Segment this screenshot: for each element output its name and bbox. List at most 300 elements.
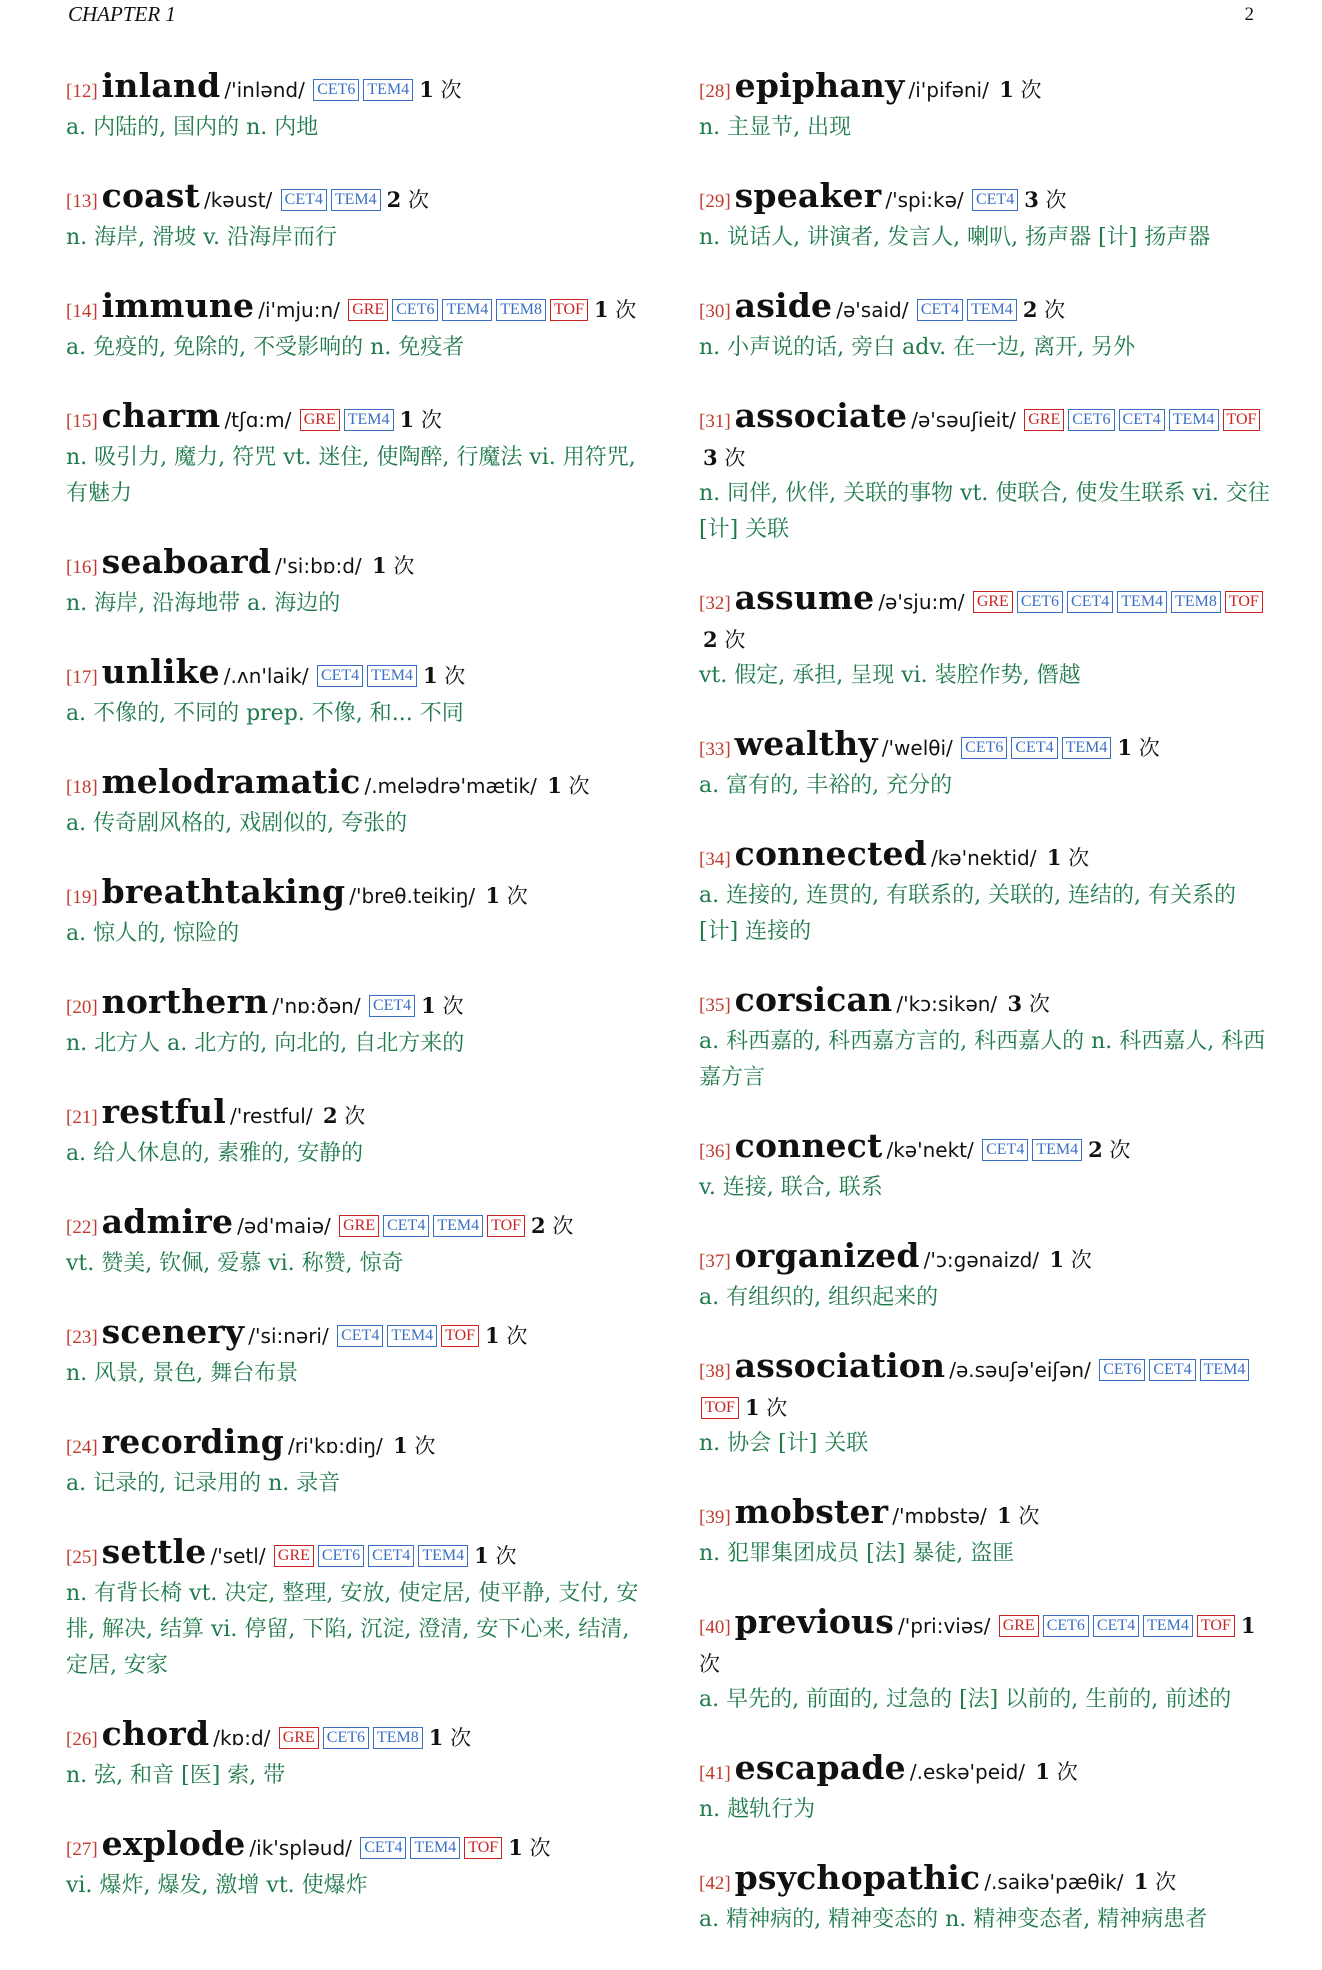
entry-index: [15] bbox=[66, 411, 98, 432]
entry-phonetic: /'ɔ:gənaizd/ bbox=[923, 1248, 1040, 1272]
entry-definition: n. 主显节, 出现 bbox=[699, 115, 852, 140]
entry-word: associate bbox=[734, 396, 908, 435]
entry-headline bbox=[66, 874, 641, 916]
frequency-unit: 次 bbox=[1109, 1138, 1131, 1162]
entry-word: restful bbox=[101, 1092, 226, 1131]
entry-phonetic: /ə'said/ bbox=[836, 298, 909, 322]
vocab-entry bbox=[66, 1314, 641, 1392]
frequency-unit: 次 bbox=[440, 78, 462, 102]
entry-definition: n. 有背长椅 vt. 决定, 整理, 安放, 使定居, 使平静, 支付, 安排, 解决, 结算 vi. 停留, 下陷, 沉淀, 澄清, 安下心来, 结清, 定居, 安家 bbox=[66, 1581, 639, 1678]
entry-phonetic: /.ʌn'laik/ bbox=[223, 664, 309, 688]
exam-tag: TEM4 bbox=[1032, 1139, 1082, 1161]
exam-tag: TOF bbox=[1223, 409, 1261, 431]
entry-index: [35] bbox=[699, 995, 731, 1016]
frequency-count bbox=[474, 1544, 516, 1568]
entry-index: [33] bbox=[699, 739, 731, 760]
entry-word: unlike bbox=[101, 652, 220, 691]
entry-headline bbox=[699, 178, 1274, 220]
entry-headline bbox=[699, 398, 1274, 476]
entry-word: epiphany bbox=[734, 66, 905, 105]
entry-word: wealthy bbox=[734, 724, 878, 763]
exam-tag: CET4 bbox=[917, 299, 963, 321]
entry-index: [32] bbox=[699, 593, 731, 614]
exam-tag: CET4 bbox=[369, 995, 415, 1017]
entry-phonetic: /'si:bɒ:d/ bbox=[275, 554, 362, 578]
frequency-unit: 次 bbox=[724, 446, 746, 470]
frequency-count bbox=[1134, 1870, 1176, 1894]
frequency-count bbox=[419, 78, 461, 102]
frequency-number: 1 bbox=[485, 1323, 500, 1348]
entry-phonetic: /ik'spləud/ bbox=[249, 1836, 352, 1860]
exam-tag: GRE bbox=[274, 1545, 314, 1567]
frequency-unit: 次 bbox=[1045, 188, 1067, 212]
vocab-entry bbox=[699, 1860, 1274, 1938]
frequency-unit: 次 bbox=[1138, 736, 1160, 760]
entry-definition: a. 传奇剧风格的, 戏剧似的, 夸张的 bbox=[66, 811, 408, 836]
entry-definition: a. 科西嘉的, 科西嘉方言的, 科西嘉人的 n. 科西嘉人, 科西嘉方言 bbox=[699, 1029, 1266, 1090]
frequency-number: 1 bbox=[593, 297, 609, 322]
exam-tag: CET6 bbox=[323, 1727, 369, 1749]
entry-definition: a. 内陆的, 国内的 n. 内地 bbox=[66, 115, 319, 140]
entry-definition: n. 风景, 景色, 舞台布景 bbox=[66, 1361, 299, 1386]
exam-tag: TEM4 bbox=[442, 299, 492, 321]
entry-index: [24] bbox=[66, 1437, 98, 1458]
exam-tag: TEM4 bbox=[433, 1215, 483, 1237]
frequency-count bbox=[1008, 992, 1050, 1016]
entry-index: [34] bbox=[699, 849, 731, 870]
entry-word: melodramatic bbox=[101, 762, 361, 801]
entry-headline bbox=[66, 764, 641, 806]
frequency-unit: 次 bbox=[506, 1324, 528, 1348]
vocab-entry bbox=[699, 1238, 1274, 1316]
entry-definition: a. 记录的, 记录用的 n. 录音 bbox=[66, 1471, 341, 1496]
entry-word: previous bbox=[734, 1602, 895, 1641]
entry-definition: n. 越轨行为 bbox=[699, 1797, 816, 1822]
exam-tag: CET4 bbox=[337, 1325, 383, 1347]
frequency-unit: 次 bbox=[450, 1726, 472, 1750]
exam-tag: CET4 bbox=[1093, 1615, 1139, 1637]
exam-tag: TEM4 bbox=[1143, 1615, 1193, 1637]
exam-tag: GRE bbox=[339, 1215, 379, 1237]
entry-index: [27] bbox=[66, 1839, 98, 1860]
entry-headline bbox=[699, 836, 1274, 878]
exam-tag: CET6 bbox=[1099, 1359, 1145, 1381]
entry-phonetic: /ə.səuʃə'eiʃən/ bbox=[949, 1358, 1091, 1382]
frequency-count bbox=[1049, 1248, 1091, 1272]
entry-headline bbox=[66, 68, 641, 110]
vocab-entry bbox=[66, 1094, 641, 1172]
entry-word: explode bbox=[101, 1824, 246, 1863]
entry-definition: v. 连接, 联合, 联系 bbox=[699, 1175, 883, 1200]
exam-tag: CET6 bbox=[1068, 409, 1114, 431]
entry-headline bbox=[66, 1534, 641, 1576]
vocab-entry bbox=[66, 764, 641, 842]
frequency-count bbox=[323, 1104, 365, 1128]
exam-tag: CET4 bbox=[281, 189, 327, 211]
entry-word: psychopathic bbox=[734, 1858, 981, 1897]
entry-headline bbox=[66, 654, 641, 696]
frequency-unit: 次 bbox=[414, 1434, 436, 1458]
frequency-number: 1 bbox=[428, 1725, 444, 1750]
frequency-count bbox=[1088, 1138, 1130, 1162]
entry-word: seaboard bbox=[101, 542, 272, 581]
entry-headline bbox=[699, 1604, 1274, 1682]
exam-tag: TEM4 bbox=[418, 1545, 468, 1567]
entry-definition: n. 协会 [计] 关联 bbox=[699, 1431, 869, 1456]
exam-tag: CET6 bbox=[1017, 591, 1063, 613]
entry-index: [41] bbox=[699, 1763, 731, 1784]
frequency-count bbox=[1035, 1760, 1077, 1784]
frequency-count bbox=[531, 1214, 573, 1238]
exam-tag: TEM4 bbox=[1169, 409, 1219, 431]
frequency-unit: 次 bbox=[444, 664, 466, 688]
entry-word: coast bbox=[101, 176, 200, 215]
frequency-number: 1 bbox=[393, 1433, 408, 1458]
exam-tag: TOF bbox=[441, 1325, 479, 1347]
entry-index: [19] bbox=[66, 887, 98, 908]
frequency-number: 2 bbox=[703, 627, 718, 652]
entry-definition: n. 海岸, 滑坡 v. 沿海岸而行 bbox=[66, 225, 337, 250]
entry-word: assume bbox=[734, 578, 875, 617]
frequency-count bbox=[594, 298, 636, 322]
vocab-entry bbox=[699, 1494, 1274, 1572]
frequency-unit: 次 bbox=[442, 994, 464, 1018]
entry-index: [25] bbox=[66, 1547, 98, 1568]
vocab-entry bbox=[66, 1716, 641, 1794]
exam-tag: TOF bbox=[464, 1837, 502, 1859]
vocab-entry bbox=[699, 1128, 1274, 1206]
entry-definition: n. 同伴, 伙伴, 关联的事物 vt. 使联合, 使发生联系 vi. 交往 [计] 关联 bbox=[699, 481, 1270, 542]
frequency-unit: 次 bbox=[344, 1104, 366, 1128]
entry-definition: a. 免疫的, 免除的, 不受影响的 n. 免疫者 bbox=[66, 335, 465, 360]
frequency-number: 1 bbox=[372, 553, 387, 578]
exam-tag: CET6 bbox=[1043, 1615, 1089, 1637]
vocab-entry bbox=[66, 178, 641, 256]
vocab-entry bbox=[66, 1826, 641, 1904]
frequency-count bbox=[547, 774, 589, 798]
frequency-unit: 次 bbox=[506, 884, 528, 908]
entry-word: inland bbox=[101, 66, 221, 105]
entry-word: immune bbox=[101, 286, 255, 325]
entry-headline bbox=[699, 288, 1274, 330]
vocab-entry bbox=[66, 398, 641, 512]
entry-word: admire bbox=[101, 1202, 234, 1241]
entry-word: breathtaking bbox=[101, 872, 346, 911]
entry-headline bbox=[699, 726, 1274, 768]
entry-index: [29] bbox=[699, 191, 731, 212]
frequency-count bbox=[703, 628, 745, 652]
frequency-number: 1 bbox=[421, 993, 436, 1018]
entry-index: [39] bbox=[699, 1507, 731, 1528]
frequency-number: 2 bbox=[386, 187, 402, 212]
left-column bbox=[66, 68, 641, 1936]
entry-index: [12] bbox=[66, 81, 98, 102]
vocab-entry bbox=[699, 836, 1274, 950]
entry-phonetic: /kə'nekt/ bbox=[886, 1138, 974, 1162]
frequency-number: 1 bbox=[1035, 1759, 1051, 1784]
entry-index: [36] bbox=[699, 1141, 731, 1162]
entry-definition: n. 小声说的话, 旁白 adv. 在一边, 离开, 另外 bbox=[699, 335, 1136, 360]
frequency-number: 1 bbox=[1049, 1247, 1065, 1272]
entry-phonetic: /i'pifəni/ bbox=[908, 78, 989, 102]
exam-tag: TEM4 bbox=[387, 1325, 437, 1347]
frequency-count bbox=[997, 1504, 1039, 1528]
frequency-unit: 次 bbox=[568, 774, 590, 798]
entry-index: [38] bbox=[699, 1361, 731, 1382]
entry-phonetic: /'setl/ bbox=[210, 1544, 266, 1568]
entry-index: [23] bbox=[66, 1327, 98, 1348]
entry-headline bbox=[699, 1238, 1274, 1280]
frequency-unit: 次 bbox=[766, 1396, 788, 1420]
entry-phonetic: /'restful/ bbox=[230, 1104, 313, 1128]
frequency-unit: 次 bbox=[407, 188, 429, 212]
entry-headline bbox=[66, 984, 641, 1026]
frequency-unit: 次 bbox=[495, 1544, 517, 1568]
entry-phonetic: /ə'sju:m/ bbox=[878, 590, 965, 614]
vocab-entry bbox=[66, 1534, 641, 1684]
frequency-unit: 次 bbox=[724, 628, 746, 652]
frequency-count bbox=[485, 1324, 527, 1348]
entry-word: northern bbox=[101, 982, 269, 1021]
frequency-number: 3 bbox=[1024, 187, 1039, 212]
entry-definition: n. 吸引力, 魔力, 符咒 vt. 迷住, 使陶醉, 行魔法 vi. 用符咒, 有魅力 bbox=[66, 445, 636, 506]
frequency-count bbox=[485, 884, 527, 908]
entry-definition: vi. 爆炸, 爆发, 激增 vt. 使爆炸 bbox=[66, 1873, 368, 1898]
frequency-count bbox=[429, 1726, 471, 1750]
frequency-count bbox=[703, 446, 745, 470]
entry-index: [22] bbox=[66, 1217, 98, 1238]
frequency-number: 1 bbox=[744, 1395, 760, 1420]
frequency-count bbox=[745, 1396, 787, 1420]
exam-tag: CET4 bbox=[383, 1215, 429, 1237]
entry-word: association bbox=[734, 1346, 946, 1385]
frequency-count bbox=[387, 188, 429, 212]
entry-definition: vt. 假定, 承担, 呈现 vi. 装腔作势, 僭越 bbox=[699, 663, 1081, 688]
entry-headline bbox=[699, 1494, 1274, 1536]
vocab-entry bbox=[66, 1204, 641, 1282]
frequency-number: 1 bbox=[1117, 735, 1132, 760]
exam-tag: TEM4 bbox=[1200, 1359, 1250, 1381]
exam-tag: CET6 bbox=[392, 299, 438, 321]
right-column bbox=[699, 68, 1274, 1970]
exam-tag: CET4 bbox=[1011, 737, 1057, 759]
exam-tag: TOF bbox=[487, 1215, 525, 1237]
vocab-entry bbox=[66, 654, 641, 732]
exam-tag: GRE bbox=[300, 409, 340, 431]
frequency-count bbox=[393, 1434, 435, 1458]
entry-phonetic: /tʃɑ:m/ bbox=[224, 408, 292, 432]
frequency-count bbox=[508, 1836, 550, 1860]
entry-index: [40] bbox=[699, 1617, 731, 1638]
exam-tag: TEM4 bbox=[967, 299, 1017, 321]
frequency-number: 2 bbox=[1022, 297, 1038, 322]
frequency-unit: 次 bbox=[699, 1652, 720, 1676]
entry-definition: a. 早先的, 前面的, 过急的 [法] 以前的, 生前的, 前述的 bbox=[699, 1687, 1232, 1712]
entry-headline bbox=[699, 1128, 1274, 1170]
frequency-number: 1 bbox=[1133, 1869, 1149, 1894]
entry-word: escapade bbox=[734, 1748, 906, 1787]
entry-word: connected bbox=[734, 834, 927, 873]
frequency-unit: 次 bbox=[1070, 1248, 1092, 1272]
frequency-number: 1 bbox=[508, 1835, 523, 1860]
entry-definition: a. 给人休息的, 素雅的, 安静的 bbox=[66, 1141, 364, 1166]
vocab-entry bbox=[699, 1750, 1274, 1828]
entry-word: settle bbox=[101, 1532, 207, 1571]
frequency-count bbox=[1047, 846, 1089, 870]
entry-definition: vt. 赞美, 钦佩, 爱慕 vi. 称赞, 惊奇 bbox=[66, 1251, 404, 1276]
entry-definition: n. 北方人 a. 北方的, 向北的, 自北方来的 bbox=[66, 1031, 465, 1056]
vocab-entry bbox=[699, 68, 1274, 146]
vocab-entry bbox=[699, 178, 1274, 256]
exam-tag: TEM4 bbox=[344, 409, 394, 431]
exam-tag: CET4 bbox=[317, 665, 363, 687]
exam-tag: TEM4 bbox=[367, 665, 417, 687]
entry-phonetic: /'nɒ:ðən/ bbox=[272, 994, 361, 1018]
vocab-entry bbox=[699, 726, 1274, 804]
entry-index: [20] bbox=[66, 997, 98, 1018]
entry-headline bbox=[699, 982, 1274, 1024]
vocab-entry bbox=[66, 1424, 641, 1502]
entry-headline bbox=[699, 1860, 1274, 1902]
entry-index: [16] bbox=[66, 557, 98, 578]
entry-word: organized bbox=[734, 1236, 920, 1275]
vocab-entry bbox=[66, 874, 641, 952]
entry-index: [37] bbox=[699, 1251, 731, 1272]
entry-word: recording bbox=[101, 1422, 285, 1461]
entry-definition: a. 有组织的, 组织起来的 bbox=[699, 1285, 939, 1310]
entry-index: [28] bbox=[699, 81, 731, 102]
frequency-unit: 次 bbox=[552, 1214, 574, 1238]
entry-phonetic: /kəust/ bbox=[203, 188, 273, 212]
frequency-number: 1 bbox=[1046, 845, 1062, 870]
entry-index: [42] bbox=[699, 1873, 731, 1894]
exam-tag: CET4 bbox=[368, 1545, 414, 1567]
frequency-number: 1 bbox=[997, 1503, 1012, 1528]
exam-tag: CET6 bbox=[961, 737, 1007, 759]
entry-headline bbox=[699, 68, 1274, 110]
frequency-number: 1 bbox=[999, 77, 1014, 102]
frequency-number: 1 bbox=[419, 77, 434, 102]
exam-tag: TEM4 bbox=[1117, 591, 1167, 613]
entry-definition: a. 精神病的, 精神变态的 n. 精神变态者, 精神病患者 bbox=[699, 1907, 1208, 1932]
vocab-entry bbox=[699, 1348, 1274, 1462]
entry-definition: n. 犯罪集团成员 [法] 暴徒, 盗匪 bbox=[699, 1541, 1015, 1566]
frequency-unit: 次 bbox=[1028, 992, 1050, 1016]
vocab-entry bbox=[66, 288, 641, 366]
frequency-number: 1 bbox=[547, 773, 562, 798]
frequency-number: 2 bbox=[531, 1213, 546, 1238]
frequency-unit: 次 bbox=[615, 298, 637, 322]
exam-tag: CET4 bbox=[982, 1139, 1028, 1161]
exam-tag: GRE bbox=[279, 1727, 319, 1749]
entry-phonetic: /'inlənd/ bbox=[224, 78, 305, 102]
frequency-number: 2 bbox=[322, 1103, 338, 1128]
frequency-unit: 次 bbox=[1020, 78, 1042, 102]
vocab-entry bbox=[66, 544, 641, 622]
exam-tag: CET4 bbox=[360, 1837, 406, 1859]
entry-word: aside bbox=[734, 286, 833, 325]
exam-tag: CET4 bbox=[972, 189, 1018, 211]
frequency-number: 1 bbox=[1240, 1613, 1256, 1638]
entry-headline bbox=[66, 1314, 641, 1356]
entry-phonetic: /.eskə'peid/ bbox=[909, 1760, 1026, 1784]
vocab-entry bbox=[66, 984, 641, 1062]
entry-definition: n. 弦, 和音 [医] 索, 带 bbox=[66, 1763, 286, 1788]
entry-word: scenery bbox=[101, 1312, 245, 1351]
frequency-number: 1 bbox=[422, 663, 438, 688]
entry-word: corsican bbox=[734, 980, 893, 1019]
exam-tag: TEM4 bbox=[331, 189, 381, 211]
frequency-unit: 次 bbox=[1056, 1760, 1078, 1784]
frequency-count bbox=[423, 664, 465, 688]
vocab-entry bbox=[699, 288, 1274, 366]
frequency-number: 2 bbox=[1088, 1137, 1103, 1162]
vocab-entry bbox=[66, 68, 641, 146]
entry-definition: a. 富有的, 丰裕的, 充分的 bbox=[699, 773, 953, 798]
exam-tag: CET6 bbox=[313, 79, 359, 101]
exam-tag: CET4 bbox=[1067, 591, 1113, 613]
frequency-count bbox=[1023, 298, 1065, 322]
frequency-unit: 次 bbox=[420, 408, 442, 432]
entry-headline bbox=[66, 544, 641, 586]
entry-definition: a. 惊人的, 惊险的 bbox=[66, 921, 240, 946]
entry-headline bbox=[699, 580, 1274, 658]
entry-phonetic: /kɒ:d/ bbox=[213, 1726, 271, 1750]
vocab-entry bbox=[699, 1604, 1274, 1718]
exam-tag: GRE bbox=[348, 299, 388, 321]
entry-phonetic: /'mɒbstə/ bbox=[892, 1504, 987, 1528]
exam-tag: TOF bbox=[701, 1397, 739, 1419]
entry-index: [21] bbox=[66, 1107, 98, 1128]
entry-index: [14] bbox=[66, 301, 98, 322]
frequency-number: 1 bbox=[485, 883, 501, 908]
frequency-unit: 次 bbox=[1044, 298, 1066, 322]
exam-tag: TEM4 bbox=[363, 79, 413, 101]
frequency-unit: 次 bbox=[529, 1836, 551, 1860]
entry-word: connect bbox=[734, 1126, 883, 1165]
frequency-count bbox=[1117, 736, 1159, 760]
frequency-count bbox=[999, 78, 1041, 102]
page-number: 2 bbox=[1244, 4, 1254, 25]
vocab-entry bbox=[699, 982, 1274, 1096]
frequency-unit: 次 bbox=[393, 554, 415, 578]
exam-tag: TEM4 bbox=[1062, 737, 1112, 759]
frequency-number: 3 bbox=[1007, 991, 1023, 1016]
entry-headline bbox=[699, 1348, 1274, 1426]
entry-headline bbox=[66, 398, 641, 440]
entry-index: [18] bbox=[66, 777, 98, 798]
frequency-number: 1 bbox=[399, 407, 415, 432]
entry-phonetic: /'pri:viəs/ bbox=[898, 1614, 991, 1638]
entry-index: [17] bbox=[66, 667, 98, 688]
frequency-number: 3 bbox=[703, 445, 718, 470]
exam-tag: CET4 bbox=[1149, 1359, 1195, 1381]
entry-phonetic: /'spi:kə/ bbox=[885, 188, 964, 212]
entry-phonetic: /'si:nəri/ bbox=[248, 1324, 329, 1348]
frequency-count bbox=[421, 994, 463, 1018]
entry-index: [13] bbox=[66, 191, 98, 212]
exam-tag: GRE bbox=[973, 591, 1013, 613]
entry-index: [30] bbox=[699, 301, 731, 322]
frequency-unit: 次 bbox=[1068, 846, 1090, 870]
entry-phonetic: /'breθ.teikiŋ/ bbox=[349, 884, 476, 908]
entry-headline bbox=[66, 1094, 641, 1136]
entry-headline bbox=[66, 1204, 641, 1246]
exam-tag: CET4 bbox=[1119, 409, 1165, 431]
exam-tag: TEM4 bbox=[410, 1837, 460, 1859]
entry-phonetic: /i'mju:n/ bbox=[258, 298, 340, 322]
exam-tag: GRE bbox=[1024, 409, 1064, 431]
